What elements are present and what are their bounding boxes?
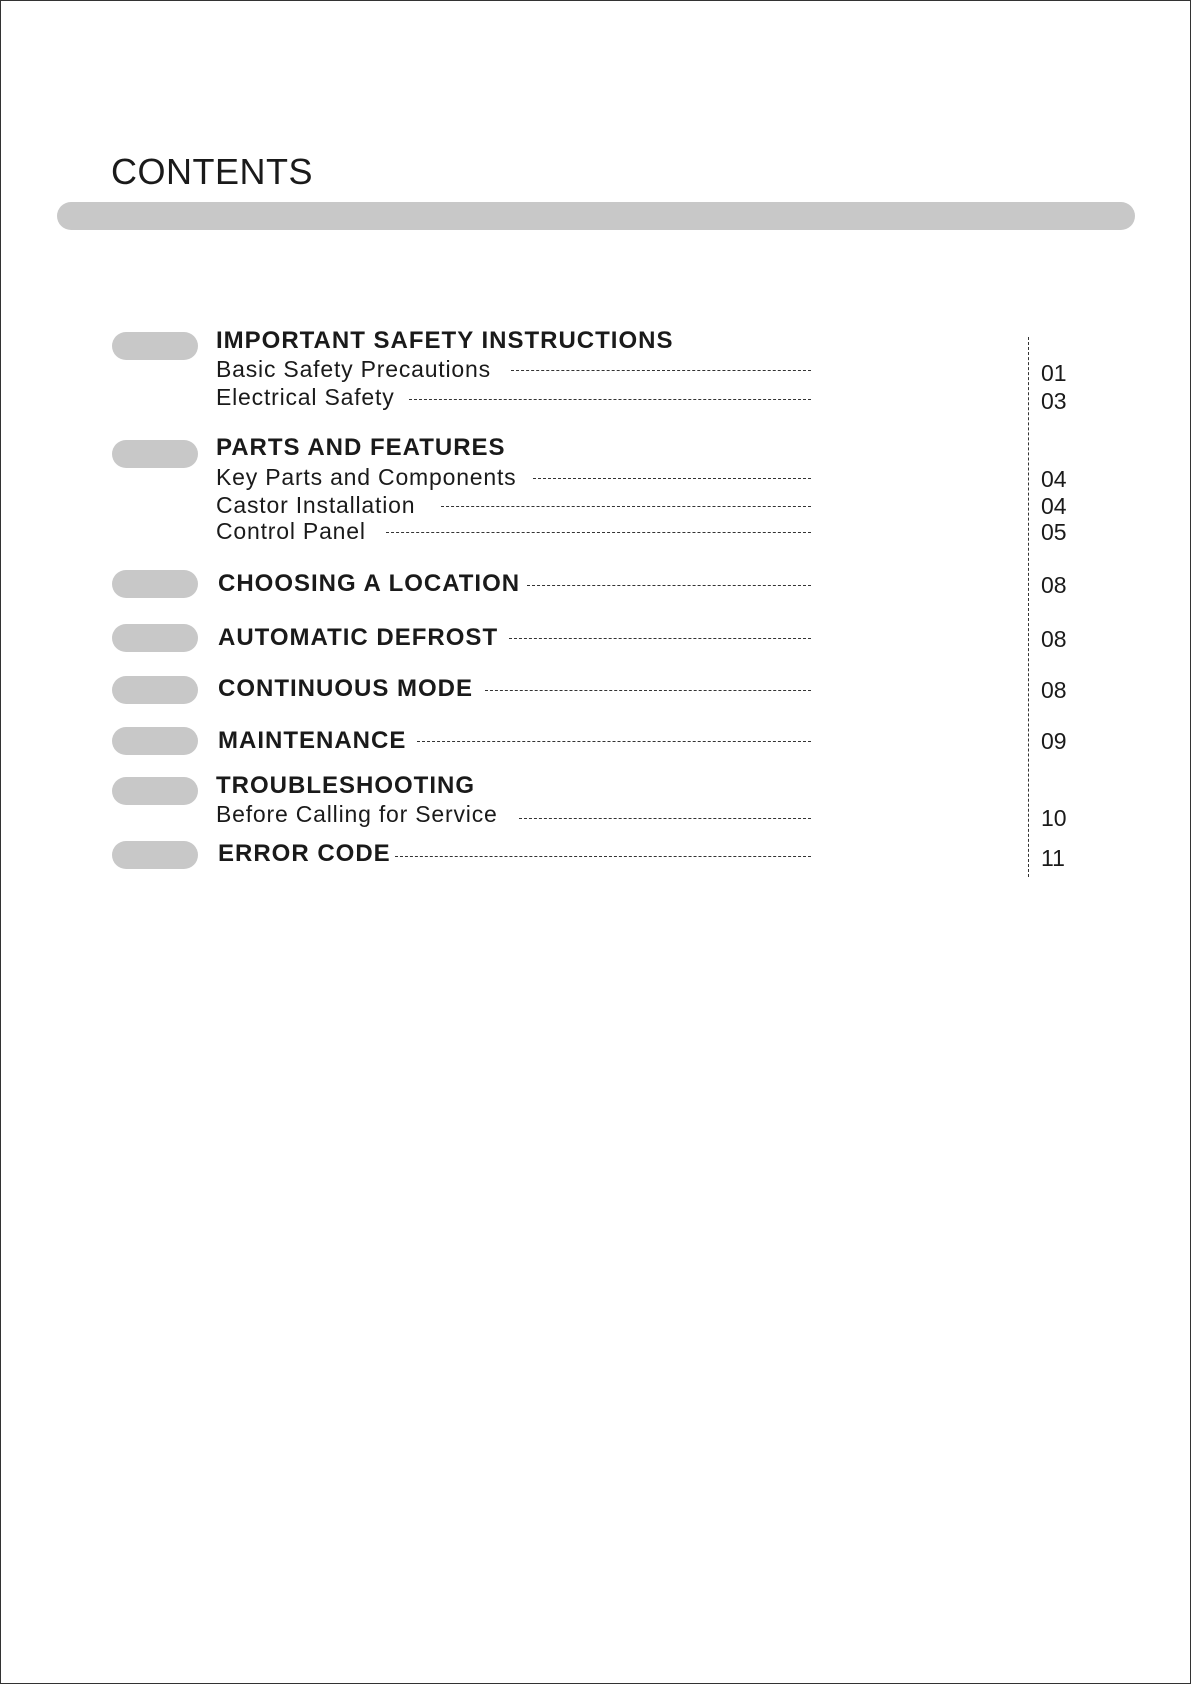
leader-dots: [533, 478, 811, 479]
section-heading-safety[interactable]: IMPORTANT SAFETY INSTRUCTIONS: [216, 327, 674, 354]
page-number: 10: [1041, 805, 1067, 831]
toc-item-key-parts[interactable]: Key Parts and Components: [216, 464, 517, 490]
leader-dots: [417, 741, 811, 742]
toc-item-castor-installation[interactable]: Castor Installation: [216, 492, 416, 518]
title-banner: [57, 202, 1135, 230]
toc-item-electrical-safety[interactable]: Electrical Safety: [216, 384, 395, 410]
page-number: 01: [1041, 360, 1067, 386]
page-number-divider: [1028, 337, 1029, 877]
leader-dots: [409, 399, 811, 400]
section-heading-maintenance[interactable]: MAINTENANCE: [218, 727, 407, 754]
leader-dots: [519, 818, 811, 819]
toc-item-basic-safety[interactable]: Basic Safety Precautions: [216, 356, 491, 382]
leader-dots: [509, 638, 811, 639]
section-marker: [112, 624, 198, 652]
leader-dots: [527, 585, 811, 586]
section-marker: [112, 727, 198, 755]
section-marker: [112, 777, 198, 805]
page-number: 09: [1041, 728, 1067, 754]
leader-dots: [511, 370, 811, 371]
page-number: 08: [1041, 677, 1067, 703]
section-heading-error-code[interactable]: ERROR CODE: [218, 840, 391, 867]
leader-dots: [386, 532, 811, 533]
page-number: 08: [1041, 626, 1067, 652]
leader-dots: [485, 690, 811, 691]
section-marker: [112, 440, 198, 468]
page-number: 03: [1041, 388, 1067, 414]
section-heading-troubleshooting[interactable]: TROUBLESHOOTING: [216, 772, 475, 799]
section-marker: [112, 332, 198, 360]
toc-item-control-panel[interactable]: Control Panel: [216, 518, 366, 544]
section-marker: [112, 841, 198, 869]
page-title: CONTENTS: [111, 151, 313, 192]
page-number: 08: [1041, 572, 1067, 598]
leader-dots: [441, 506, 811, 507]
section-heading-location[interactable]: CHOOSING A LOCATION: [218, 570, 521, 597]
section-marker: [112, 676, 198, 704]
section-heading-parts[interactable]: PARTS AND FEATURES: [216, 434, 506, 461]
page-number: 05: [1041, 519, 1067, 545]
toc-item-before-calling-service[interactable]: Before Calling for Service: [216, 801, 498, 827]
page-number: 11: [1041, 845, 1065, 871]
page-number: 04: [1041, 493, 1067, 519]
leader-dots: [395, 856, 811, 857]
section-heading-defrost[interactable]: AUTOMATIC DEFROST: [218, 624, 499, 651]
section-marker: [112, 570, 198, 598]
section-heading-continuous[interactable]: CONTINUOUS MODE: [218, 675, 473, 702]
page-number: 04: [1041, 466, 1067, 492]
